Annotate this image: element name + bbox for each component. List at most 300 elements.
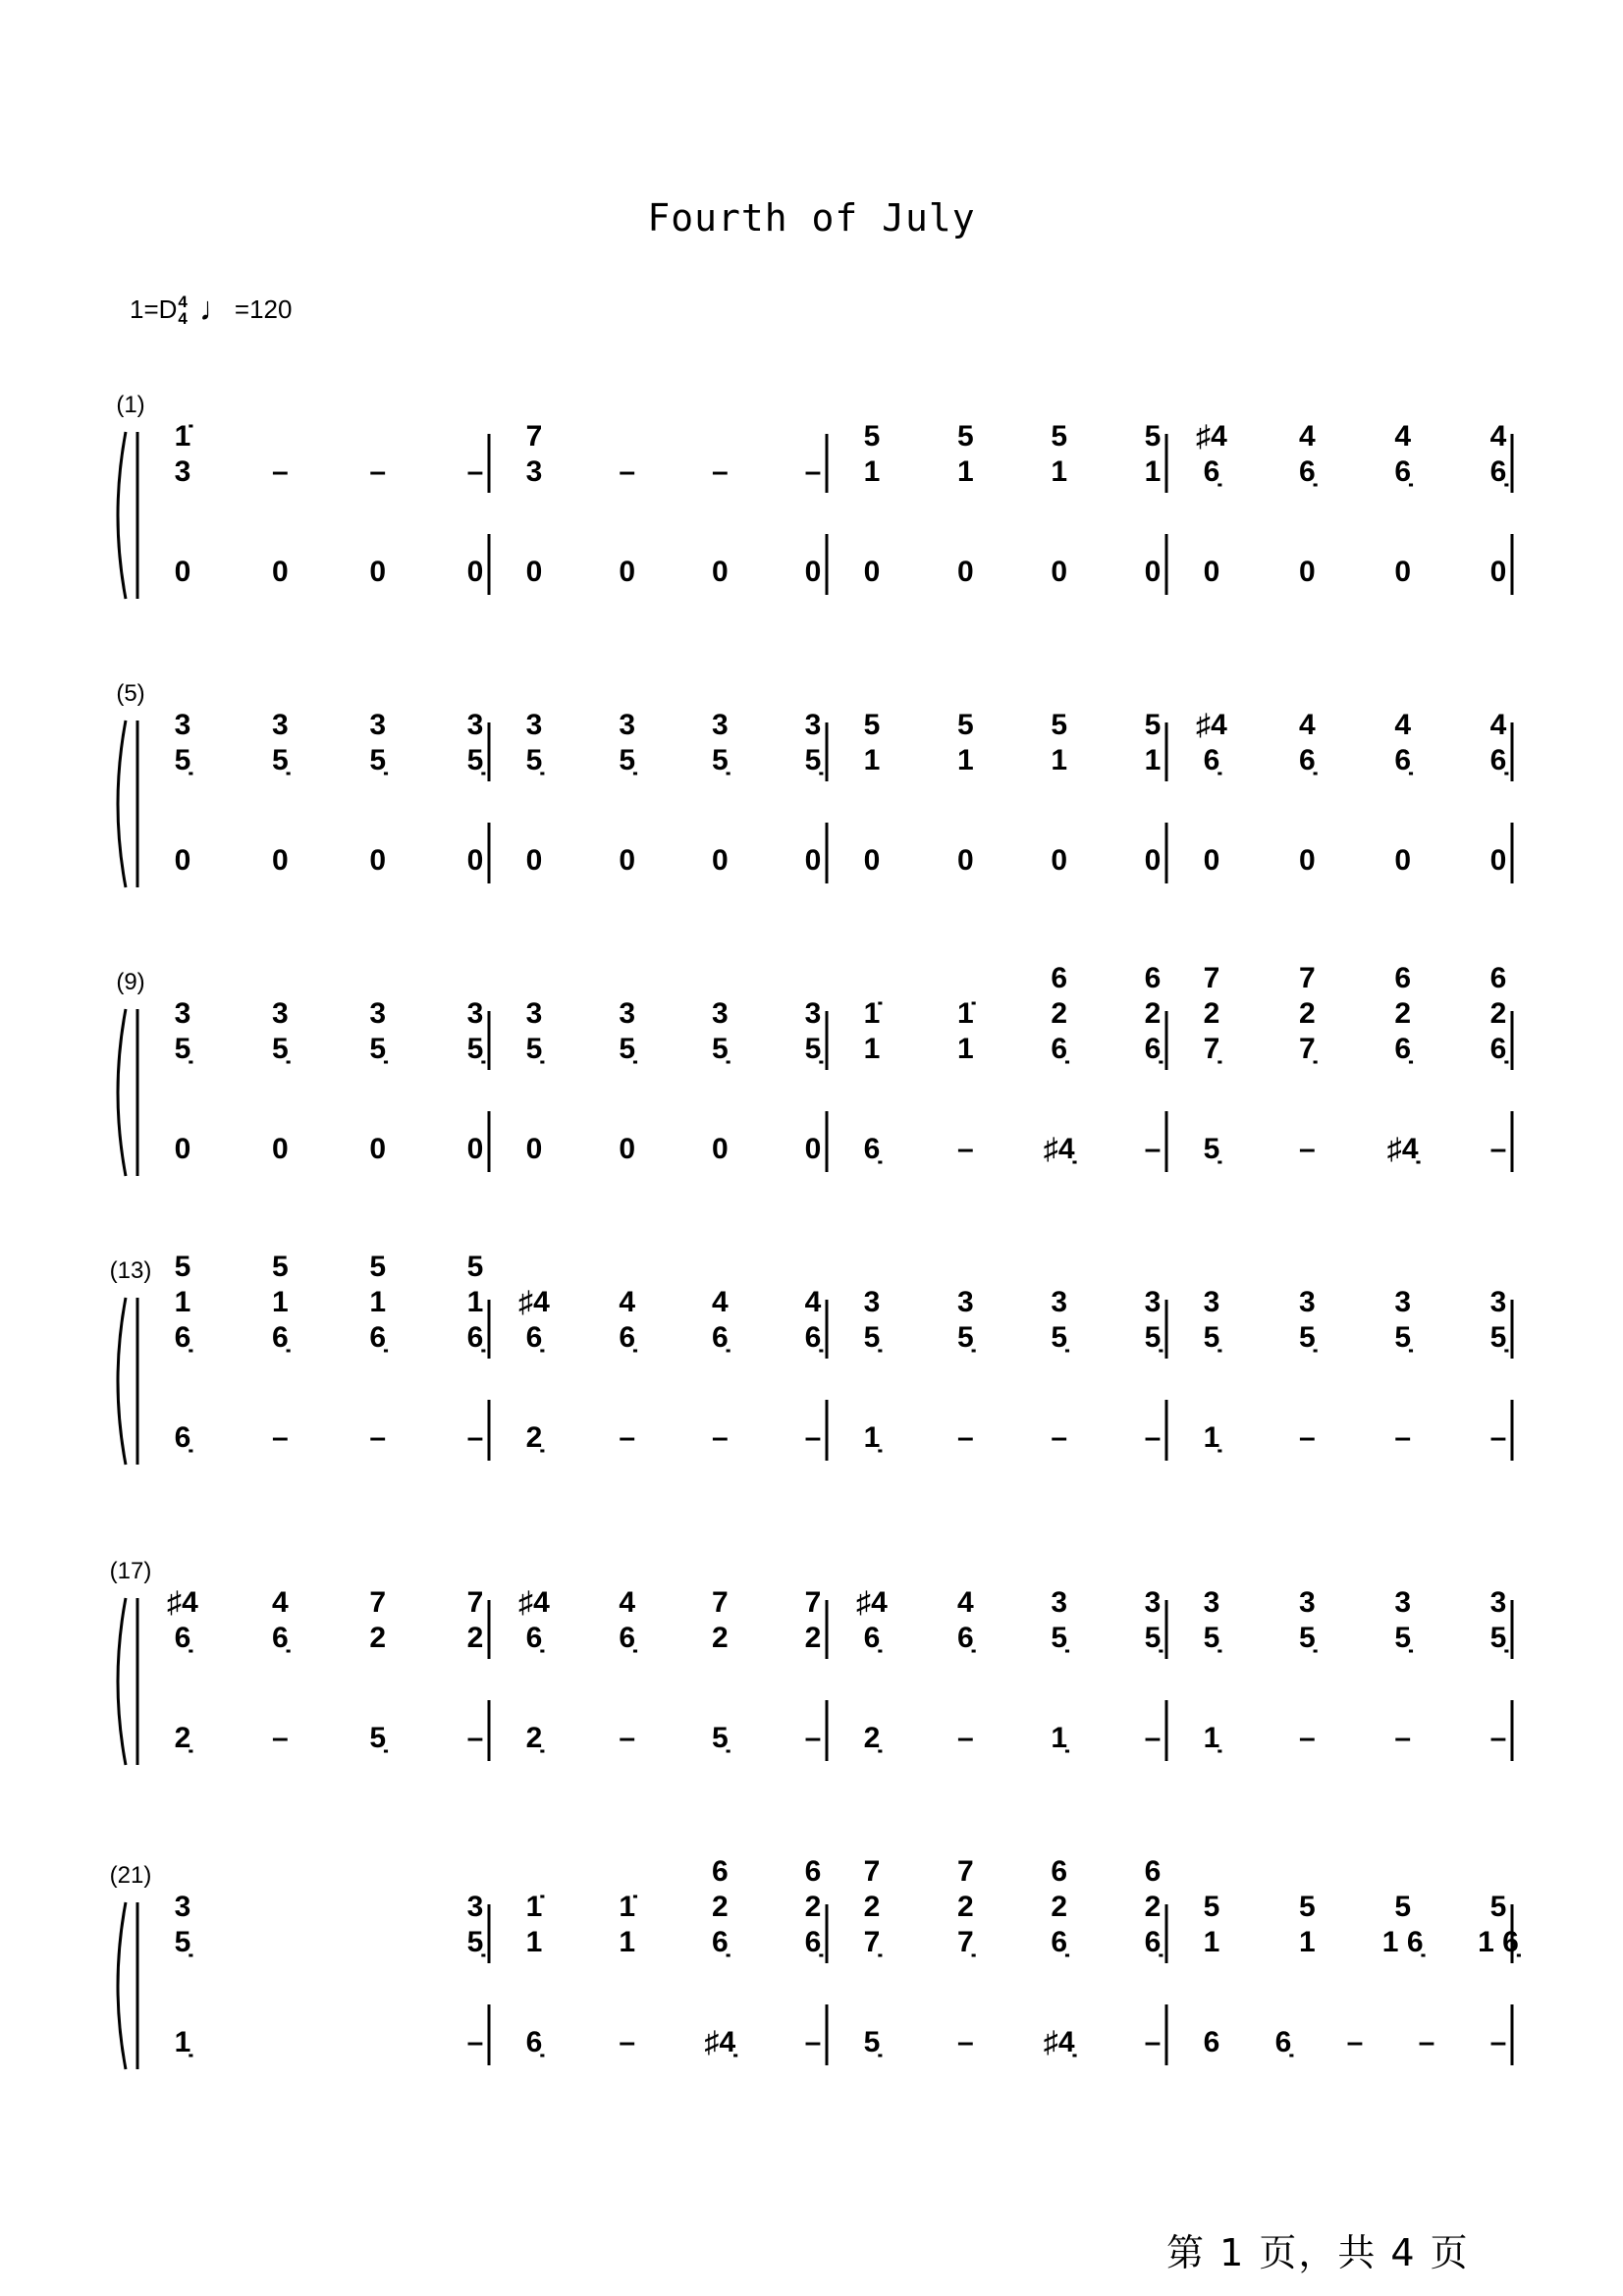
note-top: 5̣: [174, 744, 191, 776]
note-bottom: –: [619, 2026, 636, 2058]
note-top: 5̣: [174, 1926, 191, 1958]
note-top: 5: [1051, 420, 1068, 453]
note-top: 5̣: [1144, 1321, 1162, 1354]
note-top: 6̣: [1051, 1926, 1068, 1958]
note-top: 7: [804, 1586, 822, 1619]
note-top: 3: [956, 1286, 974, 1318]
note-top: 7: [1203, 962, 1220, 994]
note-top: 7̣: [956, 1926, 974, 1958]
note-top: 7: [956, 1855, 974, 1888]
note-top: 3: [525, 997, 543, 1030]
note-top: 4: [1489, 709, 1507, 741]
note-bottom: 0: [1144, 844, 1162, 877]
note-top: 6̣: [711, 1321, 729, 1354]
note-top: 3: [466, 997, 484, 1030]
note-top: 3: [711, 997, 729, 1030]
note-bottom: 0: [863, 556, 881, 588]
note-top: 3: [1394, 1586, 1412, 1619]
note-bottom: ♯4̣: [704, 2026, 736, 2058]
note-top: 7: [369, 1586, 387, 1619]
note-top: 5: [369, 1251, 387, 1283]
note-top: 5̣: [466, 744, 484, 776]
note-bottom: ♯4̣: [1043, 2026, 1075, 2058]
note-top: 2: [1051, 997, 1068, 1030]
note-top: ♯4: [518, 1286, 550, 1318]
note-top: 5̣: [271, 1033, 289, 1065]
note-bottom: 0: [1489, 844, 1507, 877]
note-bottom: –: [1051, 1421, 1068, 1454]
note-bottom: –: [369, 1421, 387, 1454]
note-top: 3: [466, 709, 484, 741]
note-top: 1̇: [174, 420, 191, 453]
note-top: 3: [711, 709, 729, 741]
note-top: 2: [466, 1622, 484, 1654]
note-top: 3: [619, 709, 636, 741]
note-top: 5̣: [369, 1033, 387, 1065]
note-top: 6̣: [369, 1321, 387, 1354]
note-top: 5̣: [1144, 1622, 1162, 1654]
note-bottom: 0: [711, 844, 729, 877]
note-top: 2: [1051, 1891, 1068, 1923]
note-top: 4: [1394, 709, 1412, 741]
note-top: 5̣: [956, 1321, 974, 1354]
note-top: 6̣: [1298, 455, 1316, 488]
note-top: 6: [711, 1855, 729, 1888]
note-top: 3: [1051, 1586, 1068, 1619]
note-bottom: –: [1418, 2026, 1435, 2058]
note-bottom: ♯4̣: [1386, 1133, 1419, 1165]
note-bottom: 2̣: [863, 1722, 881, 1754]
measure-number: (13): [109, 1257, 152, 1284]
note-top: 1: [956, 455, 974, 488]
note-top: 6̣: [956, 1622, 974, 1654]
note-top: 1: [1051, 744, 1068, 776]
note-top: 5̣: [525, 1033, 543, 1065]
note-top: 1: [863, 744, 881, 776]
note-bottom: –: [1144, 1133, 1162, 1165]
note-top: 5̣: [804, 744, 822, 776]
note-bottom: 0: [1144, 556, 1162, 588]
note-top: 1: [174, 1286, 191, 1318]
note-top: 3: [1051, 1286, 1068, 1318]
note-top: 5̣: [369, 744, 387, 776]
note-bottom: –: [1144, 2026, 1162, 2058]
note-top: 5: [174, 1251, 191, 1283]
note-top: 3: [525, 709, 543, 741]
system-brace: [118, 432, 126, 599]
note-bottom: –: [956, 1421, 974, 1454]
note-top: 6̣: [174, 1321, 191, 1354]
note-top: 1̇: [619, 1891, 636, 1923]
note-top: 6̣: [1394, 455, 1412, 488]
note-top: 5: [863, 420, 881, 453]
note-bottom: 6̣: [863, 1133, 881, 1165]
measure-number: (17): [109, 1558, 152, 1584]
note-top: 5̣: [466, 1926, 484, 1958]
note-top: 5̣: [1203, 1321, 1220, 1354]
note-top: 7̣: [1298, 1033, 1316, 1065]
note-bottom: –: [466, 1722, 484, 1754]
note-bottom: –: [1144, 1722, 1162, 1754]
note-top: 3: [1144, 1586, 1162, 1619]
note-top: 6̣: [863, 1622, 881, 1654]
note-top: 2: [1144, 997, 1162, 1030]
system-brace: [118, 721, 126, 887]
note-top: 4: [271, 1586, 289, 1619]
note-top: 7: [1298, 962, 1316, 994]
note-bottom: –: [711, 1421, 729, 1454]
note-top: 6̣: [271, 1321, 289, 1354]
note-top: 3: [1298, 1286, 1316, 1318]
dash-top: –: [369, 455, 387, 488]
note-bottom: 0: [1489, 556, 1507, 588]
note-bottom: –: [1298, 1421, 1316, 1454]
note-top: 5: [956, 420, 974, 453]
note-bottom: 0: [804, 556, 822, 588]
system-brace: [118, 1902, 126, 2069]
note-top: 2: [1394, 997, 1412, 1030]
note-bottom: 0: [1298, 556, 1316, 588]
note-top: 1: [1298, 1926, 1316, 1958]
note-top: 2: [1203, 997, 1220, 1030]
note-top: 1: [956, 1033, 974, 1065]
note-top: 6: [1144, 962, 1162, 994]
note-top: 5: [466, 1251, 484, 1283]
note-bottom: 0: [525, 556, 543, 588]
note-top: 5: [956, 709, 974, 741]
note-bottom: 1̣: [174, 2026, 191, 2058]
note-top: 5̣: [1298, 1321, 1316, 1354]
note-top: 5: [1298, 1891, 1316, 1923]
tempo-value: =120: [234, 294, 293, 324]
note-bottom: 0: [369, 1133, 387, 1165]
note-bottom: 2̣: [174, 1722, 191, 1754]
note-top: 3: [174, 709, 191, 741]
note-top: ♯4: [518, 1586, 550, 1619]
note-bottom: 0: [1051, 556, 1068, 588]
note-top: 3: [1203, 1286, 1220, 1318]
dash-top: –: [466, 455, 484, 488]
dash-top: –: [711, 455, 729, 488]
note-bottom: 6̣: [174, 1421, 191, 1454]
note-bottom: –: [804, 1421, 822, 1454]
note-top: 5: [1203, 1891, 1220, 1923]
note-bottom: –: [1489, 2026, 1507, 2058]
note-top: 3: [1489, 1286, 1507, 1318]
note-bottom: 0: [1051, 844, 1068, 877]
note-top: 2: [711, 1622, 729, 1654]
note-top: 4: [1489, 420, 1507, 453]
note-top: 1: [956, 744, 974, 776]
note-bottom: 0: [619, 1133, 636, 1165]
note-top: 5̣: [1489, 1321, 1507, 1354]
note-top: 3: [1298, 1586, 1316, 1619]
note-top: 5̣: [711, 1033, 729, 1065]
note-top: 2: [804, 1891, 822, 1923]
note-bottom: –: [1394, 1722, 1412, 1754]
note-top: 5̣: [1394, 1622, 1412, 1654]
note-top: 4: [619, 1286, 636, 1318]
system-brace: [118, 1009, 126, 1176]
note-bottom: –: [466, 1421, 484, 1454]
note-top: 3: [1489, 1586, 1507, 1619]
note-bottom: –: [956, 2026, 974, 2058]
note-top: 1: [1144, 455, 1162, 488]
note-bottom: –: [804, 2026, 822, 2058]
note-top: 5: [1051, 709, 1068, 741]
note-bottom: 5̣: [1203, 1133, 1220, 1165]
note-top: 5̣: [1394, 1321, 1412, 1354]
note-bottom: 0: [711, 556, 729, 588]
note-top: 3: [174, 1891, 191, 1923]
note-top: 1: [1051, 455, 1068, 488]
note-top: 6̣: [804, 1926, 822, 1958]
note-top: 6: [1394, 962, 1412, 994]
note-top: 2: [1144, 1891, 1162, 1923]
note-top: 6̣: [174, 1622, 191, 1654]
note-top: 5: [1144, 709, 1162, 741]
page-title: Fourth of July: [647, 196, 976, 240]
note-bottom: 0: [369, 844, 387, 877]
note-top: 5: [271, 1251, 289, 1283]
note-top: 6̣: [1144, 1926, 1162, 1958]
measure-number: (1): [116, 392, 145, 418]
dash-top: –: [619, 455, 636, 488]
note-top: 6̣: [271, 1622, 289, 1654]
time-signature: 4 4: [178, 292, 188, 328]
note-top: 4: [804, 1286, 822, 1318]
note-top: 6̣: [1394, 1033, 1412, 1065]
note-top: 3: [525, 455, 543, 488]
note-top: 3: [174, 997, 191, 1030]
note-top: 2: [956, 1891, 974, 1923]
note-top: 2: [369, 1622, 387, 1654]
note-top: 5̣: [863, 1321, 881, 1354]
note-top: 3: [369, 709, 387, 741]
note-top: 6̣: [619, 1622, 636, 1654]
note-bottom: 0: [525, 1133, 543, 1165]
quarter-note-icon: ♩: [198, 291, 233, 328]
key-signature: 1=D: [130, 294, 178, 324]
note-bottom: –: [619, 1421, 636, 1454]
note-bottom: 0: [619, 556, 636, 588]
note-top: ♯4: [1196, 709, 1227, 741]
note-bottom: ♯4̣: [1043, 1133, 1075, 1165]
note-top: 1: [466, 1286, 484, 1318]
note-bottom: 0: [174, 844, 191, 877]
note-top: 4: [1298, 420, 1316, 453]
note-top: 6: [1051, 1855, 1068, 1888]
note-top: 3: [863, 1286, 881, 1318]
note-top: 2: [1298, 997, 1316, 1030]
note-bottom: 0: [1298, 844, 1316, 877]
note-top: 5̣: [1489, 1622, 1507, 1654]
note-top: ♯4: [856, 1586, 888, 1619]
measure-number: (5): [116, 680, 145, 707]
note-bottom: –: [1394, 1421, 1412, 1454]
note-bottom: 2̣: [525, 1421, 543, 1454]
note-bottom: 2̣: [525, 1722, 543, 1754]
note-bottom: 0: [711, 1133, 729, 1165]
system-brace: [118, 1598, 126, 1765]
note-top: 5̣: [1298, 1622, 1316, 1654]
note-top: 6: [1489, 962, 1507, 994]
note-bottom: 0: [619, 844, 636, 877]
note-top: 1: [863, 1033, 881, 1065]
note-top: 6̣: [1051, 1033, 1068, 1065]
note-bottom: –: [271, 1722, 289, 1754]
note-top: 4: [956, 1586, 974, 1619]
note-top: 1: [369, 1286, 387, 1318]
note-top: 5̣: [619, 1033, 636, 1065]
note-bottom: 0: [466, 844, 484, 877]
note-top: 4: [1394, 420, 1412, 453]
note-bottom: 0: [804, 1133, 822, 1165]
note-top: 3: [466, 1891, 484, 1923]
note-top: 6: [1051, 962, 1068, 994]
note-top: 5̣: [619, 744, 636, 776]
note-top: 1 6̣: [1478, 1926, 1519, 1958]
note-bottom: 0: [271, 1133, 289, 1165]
note-top: 6: [1144, 1855, 1162, 1888]
note-bottom: 0: [804, 844, 822, 877]
note-top: 1̇: [863, 997, 881, 1030]
note-top: 5̣: [271, 744, 289, 776]
note-top: 1: [863, 455, 881, 488]
note-top: 3: [804, 997, 822, 1030]
note-top: 5̣: [174, 1033, 191, 1065]
dash-top: –: [271, 455, 289, 488]
note-top: 5: [863, 709, 881, 741]
note-top: 3: [804, 709, 822, 741]
note-top: 6̣: [1489, 744, 1507, 776]
note-top: 6̣: [619, 1321, 636, 1354]
page-footer: 第 1 页，共 4 页: [1166, 2231, 1470, 2274]
note-bottom: 1̣: [863, 1421, 881, 1454]
note-bottom: 0: [956, 556, 974, 588]
note-bottom: 1̣: [1051, 1722, 1068, 1754]
note-bottom: 0: [466, 1133, 484, 1165]
note-top: ♯4: [167, 1586, 198, 1619]
note-top: 6̣: [1394, 744, 1412, 776]
note-top: 3: [1394, 1286, 1412, 1318]
note-top: 1̇: [525, 1891, 543, 1923]
note-bottom: 5̣: [711, 1722, 729, 1754]
note-top: 6̣: [1489, 455, 1507, 488]
note-top: 1: [1144, 744, 1162, 776]
note-top: 3: [369, 997, 387, 1030]
note-bottom: –: [271, 1421, 289, 1454]
note-top: 2: [1489, 997, 1507, 1030]
note-top: 5: [1394, 1891, 1412, 1923]
note-bottom: 0: [863, 844, 881, 877]
note-bottom: 0: [271, 844, 289, 877]
note-bottom: 6̣: [1274, 2026, 1292, 2058]
note-top: 6̣: [466, 1321, 484, 1354]
note-top: ♯4: [1196, 420, 1227, 453]
note-top: 6̣: [525, 1321, 543, 1354]
note-top: 6̣: [525, 1622, 543, 1654]
note-bottom: 0: [956, 844, 974, 877]
note-bottom: 0: [1203, 844, 1220, 877]
note-bottom: 0: [174, 556, 191, 588]
dash-top: –: [804, 455, 822, 488]
note-top: 5: [1144, 420, 1162, 453]
note-bottom: 0: [369, 556, 387, 588]
note-top: 5: [1489, 1891, 1507, 1923]
note-top: 2: [804, 1622, 822, 1654]
note-top: 3: [174, 455, 191, 488]
note-bottom: –: [1489, 1722, 1507, 1754]
note-top: 5̣: [466, 1033, 484, 1065]
note-bottom: 0: [1203, 556, 1220, 588]
note-bottom: 0: [466, 556, 484, 588]
measure-number: (9): [116, 969, 145, 995]
note-top: 4: [619, 1586, 636, 1619]
note-bottom: 5̣: [369, 1722, 387, 1754]
note-bottom: –: [1298, 1133, 1316, 1165]
note-bottom: 5̣: [863, 2026, 881, 2058]
note-top: 5̣: [525, 744, 543, 776]
note-top: 1: [271, 1286, 289, 1318]
note-bottom: –: [1346, 2026, 1364, 2058]
note-bottom: –: [1489, 1133, 1507, 1165]
note-top: 6̣: [1298, 744, 1316, 776]
note-top: 7: [711, 1586, 729, 1619]
note-bottom: –: [466, 2026, 484, 2058]
note-top: 2: [711, 1891, 729, 1923]
note-top: 4: [1298, 709, 1316, 741]
note-top: 6̣: [711, 1926, 729, 1958]
note-top: 6̣: [1489, 1033, 1507, 1065]
note-bottom: 0: [174, 1133, 191, 1165]
note-top: 7: [525, 420, 543, 453]
note-top: 1: [619, 1926, 636, 1958]
note-top: 5̣: [1051, 1622, 1068, 1654]
note-bottom: 0: [1394, 556, 1412, 588]
note-top: 7̣: [1203, 1033, 1220, 1065]
note-top: 6: [804, 1855, 822, 1888]
note-top: 1: [525, 1926, 543, 1958]
note-top: 5̣: [1051, 1321, 1068, 1354]
note-top: 2: [863, 1891, 881, 1923]
note-top: 1̇: [956, 997, 974, 1030]
note-bottom: –: [804, 1722, 822, 1754]
note-bottom: –: [1489, 1421, 1507, 1454]
note-top: 1 6̣: [1381, 1926, 1424, 1958]
note-top: 1: [1203, 1926, 1220, 1958]
note-bottom: 1̣: [1203, 1421, 1220, 1454]
note-bottom: –: [619, 1722, 636, 1754]
note-bottom: –: [956, 1133, 974, 1165]
note-top: 6̣: [804, 1321, 822, 1354]
note-top: 3: [1203, 1586, 1220, 1619]
note-bottom: –: [1144, 1421, 1162, 1454]
note-top: 3: [1144, 1286, 1162, 1318]
measure-number: (21): [109, 1862, 152, 1889]
note-top: 5̣: [1203, 1622, 1220, 1654]
note-top: 7: [466, 1586, 484, 1619]
note-top: 6̣: [1144, 1033, 1162, 1065]
note-bottom: –: [956, 1722, 974, 1754]
note-top: 5̣: [804, 1033, 822, 1065]
note-top: 5̣: [711, 744, 729, 776]
system-brace: [118, 1298, 126, 1465]
note-bottom: 1̣: [1203, 1722, 1220, 1754]
note-top: 3: [271, 709, 289, 741]
note-bottom: –: [1298, 1722, 1316, 1754]
note-bottom: 0: [525, 844, 543, 877]
